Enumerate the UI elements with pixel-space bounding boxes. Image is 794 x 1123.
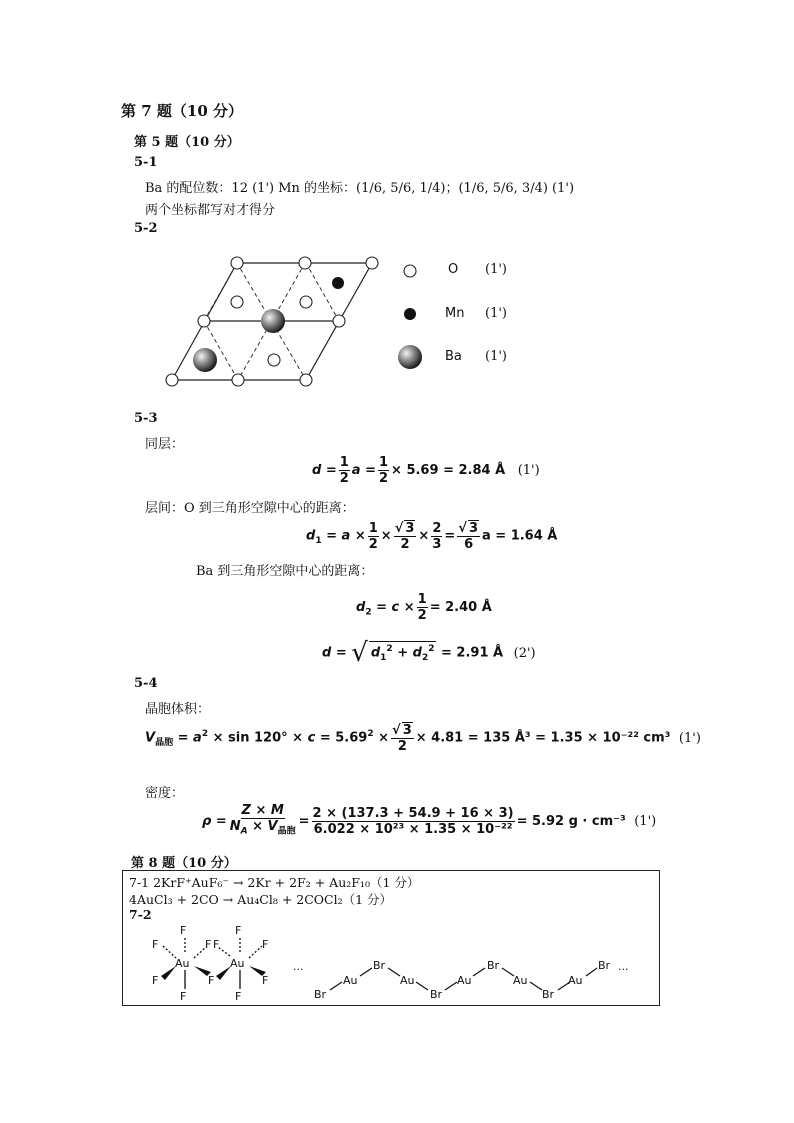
svg-text:Au: Au bbox=[457, 974, 472, 987]
q5-1-label: 5-1 bbox=[134, 155, 158, 170]
ba-atom-corner bbox=[193, 348, 217, 372]
svg-text:F: F bbox=[235, 924, 242, 937]
svg-text:Au: Au bbox=[343, 974, 358, 987]
equation-d-total: d = √ $d_1^2 + d_2^2 = 2.91$ Å (2') bbox=[322, 638, 536, 668]
legend-o-label: O bbox=[448, 262, 459, 277]
svg-text:F: F bbox=[213, 938, 220, 951]
eq6-numerator: 2 × (137.3 + 54.9 + 16 × 3) bbox=[312, 805, 514, 821]
legend-o-symbol bbox=[404, 265, 416, 277]
same-layer-label: 同层： bbox=[145, 437, 185, 452]
equation-volume: $V_{晶胞} = a^2 \times \sin 120^\circ \times c = 5.69^2$ × √ $\frac{3}{2}$ × 4.81 = 135 Å³ = 1.35 × 10⁻²² cm³ (1') bbox=[145, 722, 701, 754]
legend-ba-label: Ba bbox=[445, 349, 462, 364]
au2f10-structure bbox=[145, 920, 295, 1004]
svg-text:F: F bbox=[208, 974, 215, 987]
svg-text:F: F bbox=[180, 990, 187, 1003]
ellipsis-right: ··· bbox=[618, 963, 629, 976]
equation-d-same-layer: d = $\frac{1}{2}$ a = $\frac{1}{2}$ × 5.69 = 2.84 Å (1') bbox=[312, 455, 540, 486]
svg-text:Br: Br bbox=[598, 959, 611, 972]
svg-text:F: F bbox=[262, 938, 269, 951]
q5-4-label: 5-4 bbox=[134, 676, 158, 691]
eq6-score: (1') bbox=[634, 813, 657, 829]
eq3-result: = 2.40 Å bbox=[429, 600, 492, 615]
q5-2-label: 5-2 bbox=[134, 221, 158, 236]
eq1-score: (1') bbox=[517, 463, 540, 478]
ellipsis-left: ··· bbox=[293, 963, 304, 976]
svg-text:Br: Br bbox=[314, 988, 327, 1001]
svg-text:F: F bbox=[152, 938, 159, 951]
q8-line-1: 7-1 2KrF⁺AuF₆⁻ → 2Kr + 2F₂ + Au₂F₁₀（1 分） bbox=[129, 875, 420, 890]
eq5-tail: × 4.81 = 135 Å³ = 1.35 × 10⁻²² cm³ bbox=[415, 730, 671, 746]
cell-volume-label: 晶胞体积： bbox=[145, 702, 211, 717]
eq6-result: = 5.92 g · cm⁻³ bbox=[516, 813, 626, 829]
q8-line-2: 4AuCl₃ + 2CO → Au₄Cl₈ + 2COCl₂（1 分） bbox=[129, 892, 393, 907]
mn-atom bbox=[332, 277, 344, 289]
density-label: 密度： bbox=[145, 786, 185, 801]
eq6-denominator: 6.022 × 10²³ × 1.35 × 10⁻²² bbox=[313, 821, 513, 837]
svg-text:Br: Br bbox=[373, 959, 386, 972]
eq4-result: = 2.91 Å bbox=[441, 645, 504, 661]
eq4-score: (2') bbox=[513, 645, 536, 661]
svg-text:Br: Br bbox=[542, 988, 555, 1001]
legend-mn-label: Mn bbox=[445, 306, 465, 321]
legend-ba-score: (1') bbox=[485, 349, 507, 364]
ba-atom-center bbox=[261, 309, 285, 333]
aubr-chain-structure bbox=[310, 950, 640, 1004]
q5-title: 第 5 题（10 分） bbox=[134, 135, 240, 150]
eq5-score: (1') bbox=[678, 730, 701, 746]
legend-mn-symbol bbox=[404, 308, 416, 320]
svg-text:F: F bbox=[205, 938, 212, 951]
eq1-result: = 2.84 Å bbox=[443, 463, 506, 478]
q7-title: 第 7 题（10 分） bbox=[121, 102, 243, 120]
svg-text:Au: Au bbox=[400, 974, 415, 987]
svg-text:F: F bbox=[152, 974, 159, 987]
svg-text:Au: Au bbox=[568, 974, 583, 987]
legend-ba-symbol bbox=[398, 345, 422, 369]
q5-1-note: 两个坐标都写对才得分 bbox=[145, 203, 276, 218]
svg-text:F: F bbox=[180, 924, 187, 937]
q8-7-2-label: 7-2 bbox=[129, 907, 152, 922]
legend-mn-score: (1') bbox=[485, 306, 507, 321]
q5-1-answer: Ba 的配位数：12 (1') Mn 的坐标：(1/6, 5/6, 1/4)；(1/6, 5/6, 3/4) (1') bbox=[145, 181, 575, 196]
svg-text:Au: Au bbox=[230, 957, 245, 970]
svg-text:Au: Au bbox=[175, 957, 190, 970]
svg-text:F: F bbox=[235, 990, 242, 1003]
svg-text:F: F bbox=[262, 974, 269, 987]
svg-text:Au: Au bbox=[513, 974, 528, 987]
equation-d1: $d_1 = a$ × $\frac{1}{2}$ × √ $\frac{3}{2}$ × $\frac{2}{3}$ = √ $\frac{3}{6}$ a = 1.64 Å bbox=[306, 520, 557, 552]
svg-text:Br: Br bbox=[487, 959, 500, 972]
svg-text:Br: Br bbox=[430, 988, 443, 1001]
equation-d2: $d_2 = c$ × $\frac{1}{2}$ = 2.40 Å bbox=[356, 592, 492, 623]
eq2-result: a = 1.64 Å bbox=[481, 528, 558, 544]
equation-density: ρ = $\frac{Z \times M}{N_A \times V_{晶胞}}$ = $\frac{2 \times (137.3 + 54.9 + 16 \times 3)}{\text{6.022 × 10²³ × 1.35 × 10⁻²²}}$ = 5.92 g · cm⁻³ (1') bbox=[202, 803, 657, 837]
q8-title: 第 8 题（10 分） bbox=[131, 856, 237, 871]
q5-3-label: 5-3 bbox=[134, 411, 158, 426]
legend-o-score: (1') bbox=[485, 262, 507, 277]
ba-distance-label: Ba 到三角形空隙中心的距离： bbox=[196, 564, 374, 579]
between-layers-label: 层间：O 到三角形空隙中心的距离： bbox=[145, 501, 355, 516]
